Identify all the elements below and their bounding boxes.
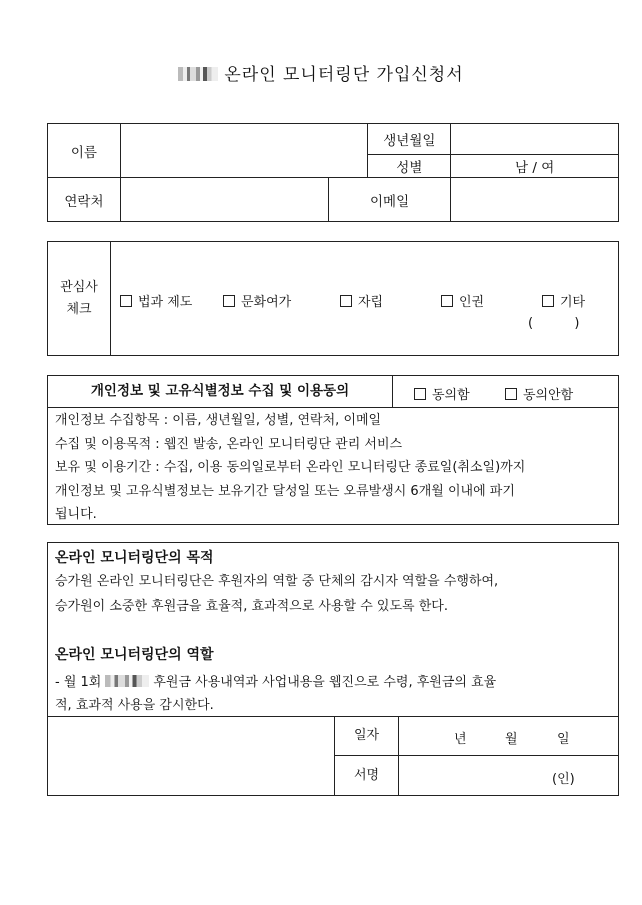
role-line: 적, 효과적 사용을 감시한다. xyxy=(55,698,214,713)
consent-agree-option[interactable]: 동의함 xyxy=(414,384,470,403)
role-heading: 온라인 모니터링단의 역할 xyxy=(55,647,214,663)
date-month: 월 xyxy=(505,732,518,747)
consent-header: 개인정보 및 고유식별정보 수집 및 이용동의 xyxy=(48,376,393,407)
checkbox-icon[interactable] xyxy=(505,388,517,400)
seal-mark: (인) xyxy=(552,772,575,787)
consent-line: 보유 및 이용기간 : 수집, 이용 동의일로부터 온라인 모니터링단 종료일(취소일)까지 xyxy=(55,460,526,475)
sign-field[interactable] xyxy=(399,756,618,796)
interest-option-human-rights[interactable]: 인권 xyxy=(441,291,484,310)
checkbox-icon[interactable] xyxy=(340,295,352,307)
gender-field[interactable]: 남 / 여 xyxy=(451,155,619,178)
interest-option-independence[interactable]: 자립 xyxy=(340,291,383,310)
interest-option-law[interactable]: 법과 제도 xyxy=(120,291,192,310)
name-label: 이름 xyxy=(48,124,121,178)
checkbox-icon[interactable] xyxy=(223,295,235,307)
purpose-line: 승가원이 소중한 후원금을 효율적, 효과적으로 사용할 수 있도록 한다. xyxy=(55,599,448,614)
checkbox-icon[interactable] xyxy=(441,295,453,307)
other-input-paren[interactable]: ( ) xyxy=(528,316,580,331)
sign-label: 서명 xyxy=(335,756,399,796)
purpose-box xyxy=(47,542,619,796)
consent-disagree-option[interactable]: 동의안함 xyxy=(505,384,573,403)
role-line: - 월 1회 후원금 사용내역과 사업내용을 웹진으로 수령, 후원금의 효율 xyxy=(55,675,497,690)
contact-field[interactable] xyxy=(120,178,328,222)
interest-box xyxy=(47,241,619,356)
purpose-heading: 온라인 모니터링단의 목적 xyxy=(55,550,214,566)
consent-line: 수집 및 이용목적 : 웹진 발송, 온라인 모니터링단 관리 서비스 xyxy=(55,436,403,452)
gender-label: 성별 xyxy=(368,155,451,178)
page-title: 온라인 모니터링단 가입신청서 xyxy=(224,65,464,85)
date-field[interactable] xyxy=(399,717,618,756)
consent-line: 개인정보 및 고유식별정보는 보유기간 달성일 또는 오류발생시 6개월 이내에 파기 xyxy=(55,483,515,499)
contact-label: 연락처 xyxy=(48,178,121,222)
email-label: 이메일 xyxy=(328,178,451,222)
consent-line: 됩니다. xyxy=(55,507,97,522)
name-field[interactable] xyxy=(120,124,367,178)
consent-line: 개인정보 수집항목 : 이름, 생년월일, 성별, 연락처, 이메일 xyxy=(55,413,382,428)
redacted-logo xyxy=(178,67,218,81)
consent-box xyxy=(47,375,619,525)
signature-area xyxy=(48,716,618,796)
birth-label: 생년월일 xyxy=(368,124,451,155)
interest-label-line1: 관심사 xyxy=(60,279,98,295)
purpose-text xyxy=(55,543,615,717)
consent-body xyxy=(55,409,615,527)
date-day: 일 xyxy=(557,732,570,747)
date-year: 년 xyxy=(454,732,467,747)
email-field[interactable] xyxy=(451,178,619,222)
form-title-row xyxy=(0,60,642,85)
checkbox-icon[interactable] xyxy=(414,388,426,400)
interest-option-other[interactable]: 기타 xyxy=(542,291,585,310)
interest-option-culture[interactable]: 문화여가 xyxy=(223,291,291,310)
date-label: 일자 xyxy=(335,717,399,756)
checkbox-icon[interactable] xyxy=(542,295,554,307)
signature-blank-cell xyxy=(48,717,335,796)
birth-field[interactable] xyxy=(451,124,619,155)
purpose-line: 승가원 온라인 모니터링단은 후원자의 역할 중 단체의 감시자 역할을 수행하여, xyxy=(55,574,499,589)
consent-header-row xyxy=(48,376,618,408)
checkbox-icon[interactable] xyxy=(120,295,132,307)
personal-info-table xyxy=(47,123,619,222)
interest-label-cell xyxy=(48,242,111,355)
interest-label-line2: 체크 xyxy=(66,301,92,317)
redacted-org-name xyxy=(105,675,149,687)
